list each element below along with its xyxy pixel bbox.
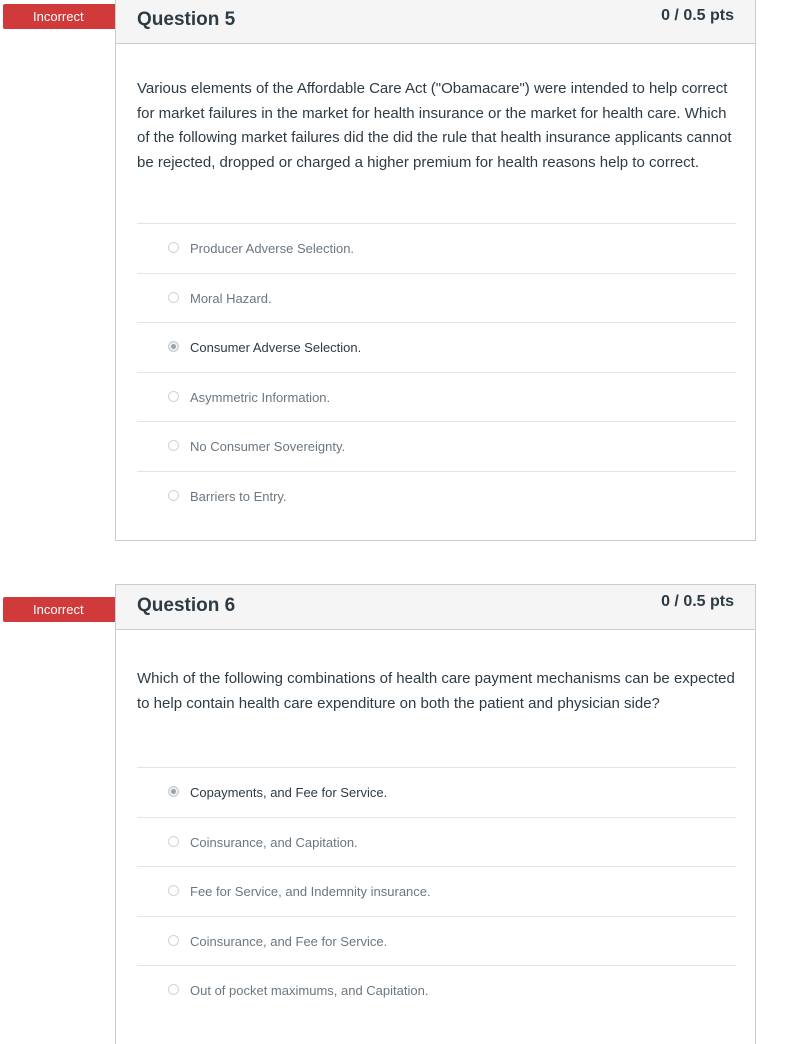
answer-label: Coinsurance, and Fee for Service. <box>190 933 388 949</box>
question-title: Question 5 <box>137 9 236 30</box>
answer-list <box>137 223 736 520</box>
question-title: Question 6 <box>137 595 236 616</box>
answer-label: Asymmetric Information. <box>190 389 331 405</box>
answer-label: Barriers to Entry. <box>190 488 287 504</box>
radio-button[interactable] <box>168 292 179 303</box>
incorrect-badge <box>3 4 116 29</box>
question-points: 0 / 0.5 pts <box>661 7 734 24</box>
answer-option-selected[interactable] <box>137 767 736 817</box>
answer-label: Out of pocket maximums, and Capitation. <box>190 983 429 998</box>
radio-button[interactable] <box>168 242 179 253</box>
answer-option[interactable] <box>137 421 736 471</box>
radio-button-checked[interactable] <box>168 786 179 797</box>
answer-label: Consumer Adverse Selection. <box>190 340 362 355</box>
radio-button[interactable] <box>168 440 179 451</box>
answer-label: Producer Adverse Selection. <box>190 241 355 256</box>
question-points: 0 / 0.5 pts <box>661 593 734 610</box>
radio-button[interactable] <box>168 984 179 995</box>
answer-option[interactable] <box>137 372 736 422</box>
answer-option-selected[interactable] <box>137 322 736 372</box>
answer-label: Moral Hazard. <box>190 290 272 306</box>
answer-label: Fee for Service, and Indemnity insurance. <box>190 884 431 899</box>
answer-list <box>137 767 736 1015</box>
radio-button[interactable] <box>168 885 179 896</box>
answer-option[interactable] <box>137 273 736 323</box>
answer-option[interactable] <box>137 471 736 521</box>
answer-option[interactable] <box>137 866 736 916</box>
question-5-card <box>115 0 756 541</box>
answer-option[interactable] <box>137 817 736 867</box>
answer-label: Coinsurance, and Capitation. <box>190 834 358 850</box>
answer-label: Copayments, and Fee for Service. <box>190 785 388 800</box>
radio-button[interactable] <box>168 836 179 847</box>
answer-option[interactable] <box>137 916 736 966</box>
question-text: Which of the following combinations of health care payment mechanisms can be expected to help contain health care expenditure on both the patient and physician side? <box>137 670 735 712</box>
question-text: Various elements of the Affordable Care Act ("Obamacare") were intended to help correct for market failures in the market for health insurance or the market for health care. Which of the following market failures did the did the rule that health insurance applicants cannot be rejected, dropped or charged a higher premium for health reasons help to correct. <box>137 80 732 171</box>
radio-button[interactable] <box>168 935 179 946</box>
incorrect-badge <box>3 597 116 622</box>
answer-option[interactable] <box>137 965 736 1015</box>
incorrect-badge-label: Incorrect <box>33 9 84 24</box>
radio-button[interactable] <box>168 490 179 501</box>
question-header <box>116 585 755 630</box>
incorrect-badge-label: Incorrect <box>33 602 84 617</box>
radio-button[interactable] <box>168 391 179 402</box>
question-6-card <box>115 584 756 1044</box>
answer-label: No Consumer Sovereignty. <box>190 439 346 454</box>
radio-button-checked[interactable] <box>168 341 179 352</box>
question-header <box>116 0 755 44</box>
answer-option[interactable] <box>137 223 736 273</box>
